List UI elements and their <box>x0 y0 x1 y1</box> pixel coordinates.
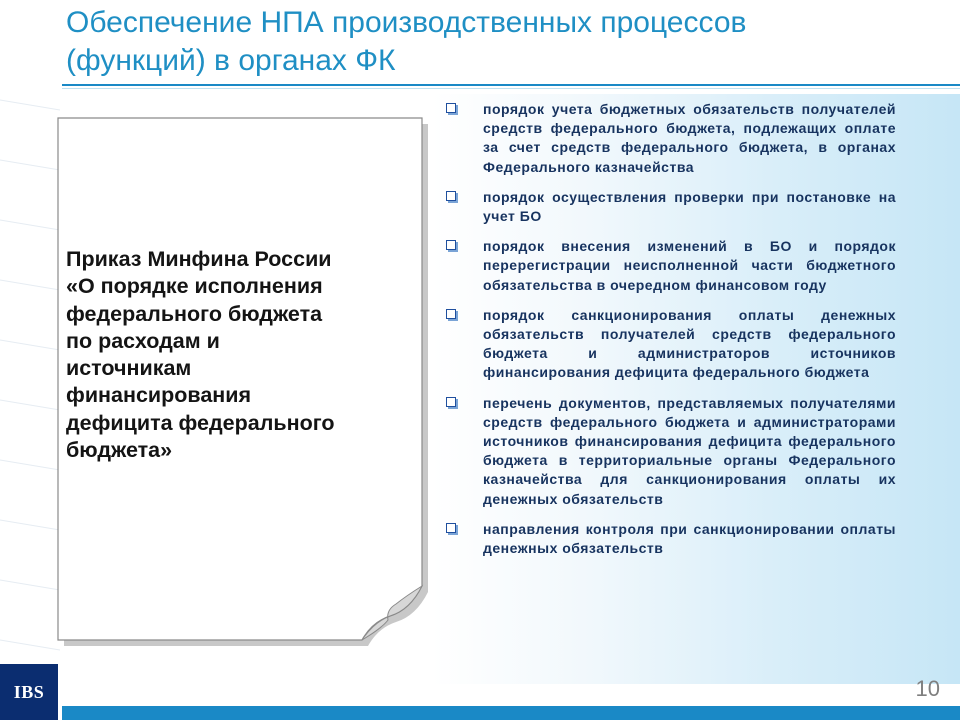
list-item <box>440 306 896 383</box>
document-line: финансирования <box>66 383 252 408</box>
document-line: бюджета» <box>66 438 173 463</box>
list-item-text: порядок осуществления проверки при постановке на учет БО <box>483 188 896 225</box>
page-number: 10 <box>915 676 940 701</box>
square-bullet-icon <box>446 397 456 407</box>
list-item-text: порядок учета бюджетных обязательств получателей средств федерального бюджета, подлежащих оплате за счет средств федерального бюджета, в органах Федерального казначейства <box>483 101 896 175</box>
slide-title <box>66 4 946 80</box>
document-line: Приказ Минфина России <box>66 247 332 271</box>
list-item <box>440 237 896 295</box>
title-divider <box>62 84 960 86</box>
ibs-logo: IBS <box>0 664 58 720</box>
document-line: источникам <box>66 356 192 381</box>
footer-bar <box>62 706 960 720</box>
document-line: дефицита федерального <box>66 410 335 435</box>
square-bullet-icon <box>446 240 456 250</box>
title-line-2: (функций) в органах ФК <box>66 44 396 77</box>
square-bullet-icon <box>446 191 456 201</box>
document-line: по расходам и <box>66 328 220 353</box>
title-line-1: Обеспечение НПА производственных процессов <box>66 6 747 39</box>
list-item <box>440 520 896 558</box>
procedure-bullet-list <box>440 100 896 569</box>
document-line: «О порядке исполнения <box>66 274 323 299</box>
list-item-text: перечень документов, представляемых получателями средств федерального бюджета и администраторами источников финансирования дефицита федерального бюджета в территориальные органы Федерального казначейства для санкционирования оплаты их денежных обязательств <box>483 394 896 507</box>
list-item <box>440 188 896 226</box>
list-item-text: порядок внесения изменений в БО и порядок перерегистрации неисполненной части бюджетного обязательства в очередном финансовом году <box>483 238 896 293</box>
square-bullet-icon <box>446 523 456 533</box>
list-item-text: направления контроля при санкционировании оплаты денежных обязательств <box>483 520 896 557</box>
list-item <box>440 394 896 509</box>
list-item <box>440 100 896 177</box>
title-divider-thin <box>62 88 960 89</box>
document-line: федерального бюджета <box>66 301 323 326</box>
list-item-text: порядок санкционирования оплаты денежных обязательств получателей средств федерального бюджета и администраторов источников финансирования дефицита федерального бюджета <box>483 306 896 381</box>
decorative-lines <box>0 90 60 690</box>
square-bullet-icon <box>446 103 456 113</box>
square-bullet-icon <box>446 309 456 319</box>
order-document-text <box>66 246 416 464</box>
